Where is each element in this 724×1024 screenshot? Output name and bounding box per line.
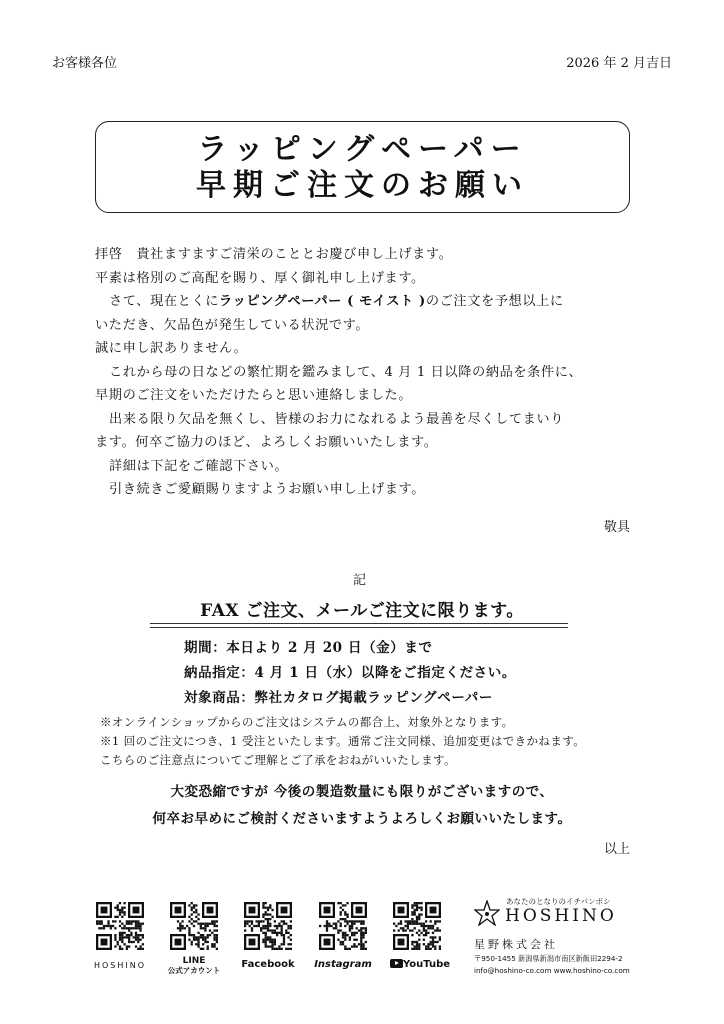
text: さて、現在とくに: [109, 294, 220, 309]
recipient: お客様各位: [52, 56, 118, 71]
line-label-top: LINE: [182, 956, 206, 966]
appeal: [0, 779, 724, 833]
product-name: ラッピングペーパー ( モイスト ): [219, 294, 426, 309]
appeal-line: 何卒お早めにご検討くださいますようよろしくお願いいたします。: [152, 811, 572, 827]
paragraph: 拝啓 貴社ますますご清栄のこととお慶び申し上げます。: [95, 247, 453, 262]
paragraph: これから母の日などの繁忙期を鑑みまして、4 月 1 日以降の納品を条件に、: [109, 364, 583, 380]
products: 対象商品：弊社カタログ掲載ラッピングペーパー: [184, 690, 493, 706]
period: 期間：本日より 2 月 20 日（金）まで: [184, 640, 433, 656]
youtube-label: [380, 959, 460, 970]
company-name: 星野株式会社: [474, 938, 558, 951]
letter-body: [95, 243, 640, 502]
note: こちらのご注意点についてご理解とご了承をおねがいいたします。: [100, 753, 456, 767]
text: のご注文を予想以上に: [425, 294, 564, 309]
paragraph: [95, 290, 640, 314]
paragraph: ます。何卒ご協力のほど、よろしくお願いいたします。: [95, 435, 438, 450]
ki-mark: 記: [353, 573, 367, 588]
paragraph: 誠に申し訳ありません。: [95, 341, 248, 356]
divider: [150, 627, 568, 628]
hoshino-qr-code[interactable]: [96, 902, 144, 950]
instagram-qr-code[interactable]: [319, 902, 367, 950]
star-logo-icon: [474, 900, 500, 926]
facebook-qr-code[interactable]: [244, 902, 292, 950]
line-label-bottom: 公式アカウント: [167, 966, 221, 975]
instagram-label: Instagram: [314, 959, 372, 970]
company-logo-text: HOSHINO: [505, 906, 617, 926]
appeal-line: 大変恐縮ですが 今後の製造数量にも限りがございますので、: [170, 784, 554, 800]
order-details: [184, 636, 516, 711]
youtube-qr-code[interactable]: [393, 902, 441, 950]
delivery: 納品指定：4 月 1 日（水）以降をご指定ください。: [184, 665, 516, 681]
closing: 敬具: [603, 520, 630, 535]
divider: [150, 623, 568, 624]
youtube-text: YouTube: [402, 959, 451, 970]
paragraph: 平素は格別のご高配を賜り、厚く御礼申し上げます。: [95, 270, 425, 286]
line-label: [154, 956, 234, 976]
title-box: [95, 121, 630, 213]
paragraph: 引き続きご愛顧賜りますようお願い申し上げます。: [109, 482, 426, 497]
note: ※オンラインショップからのご注文はシステムの都合上、対象外となります。: [100, 715, 514, 729]
notice-headline: FAX ご注文、メールご注文に限ります。: [200, 601, 524, 621]
notes: [100, 713, 585, 770]
ijo: 以上: [603, 842, 630, 857]
hoshino-label: HOSHINO: [93, 961, 147, 970]
title-line-1: ラッピングペーパー: [197, 132, 528, 167]
date: 2026 年 2 月吉日: [566, 56, 672, 71]
paragraph: 詳細は下記をご確認下さい。: [109, 458, 289, 474]
title-line-2: 早期ご注文のお願い: [196, 168, 529, 203]
company-contact: info@hoshino-co.com www.hoshino-co.com: [474, 966, 630, 975]
paragraph: いただき、欠品色が発生している状況です。: [95, 317, 370, 333]
note: ※1 回のご注文につき、1 受注といたします。通常ご注文同様、追加変更はできかねます。: [100, 734, 586, 748]
line-qr-code[interactable]: [170, 902, 218, 950]
facebook-label: Facebook: [241, 959, 295, 970]
company-address: 〒950-1455 新潟県新潟市南区新飯田2294-2: [474, 954, 623, 963]
paragraph: 早期のご注文をいただけたらと思い連絡しました。: [95, 388, 413, 403]
youtube-play-icon: [390, 959, 403, 968]
paragraph: 出来る限り欠品を無くし、皆様のお力になれるよう最善を尽くしてまいり: [109, 411, 564, 427]
tagline: あなたのとなりのイチバンボシ: [506, 897, 611, 906]
